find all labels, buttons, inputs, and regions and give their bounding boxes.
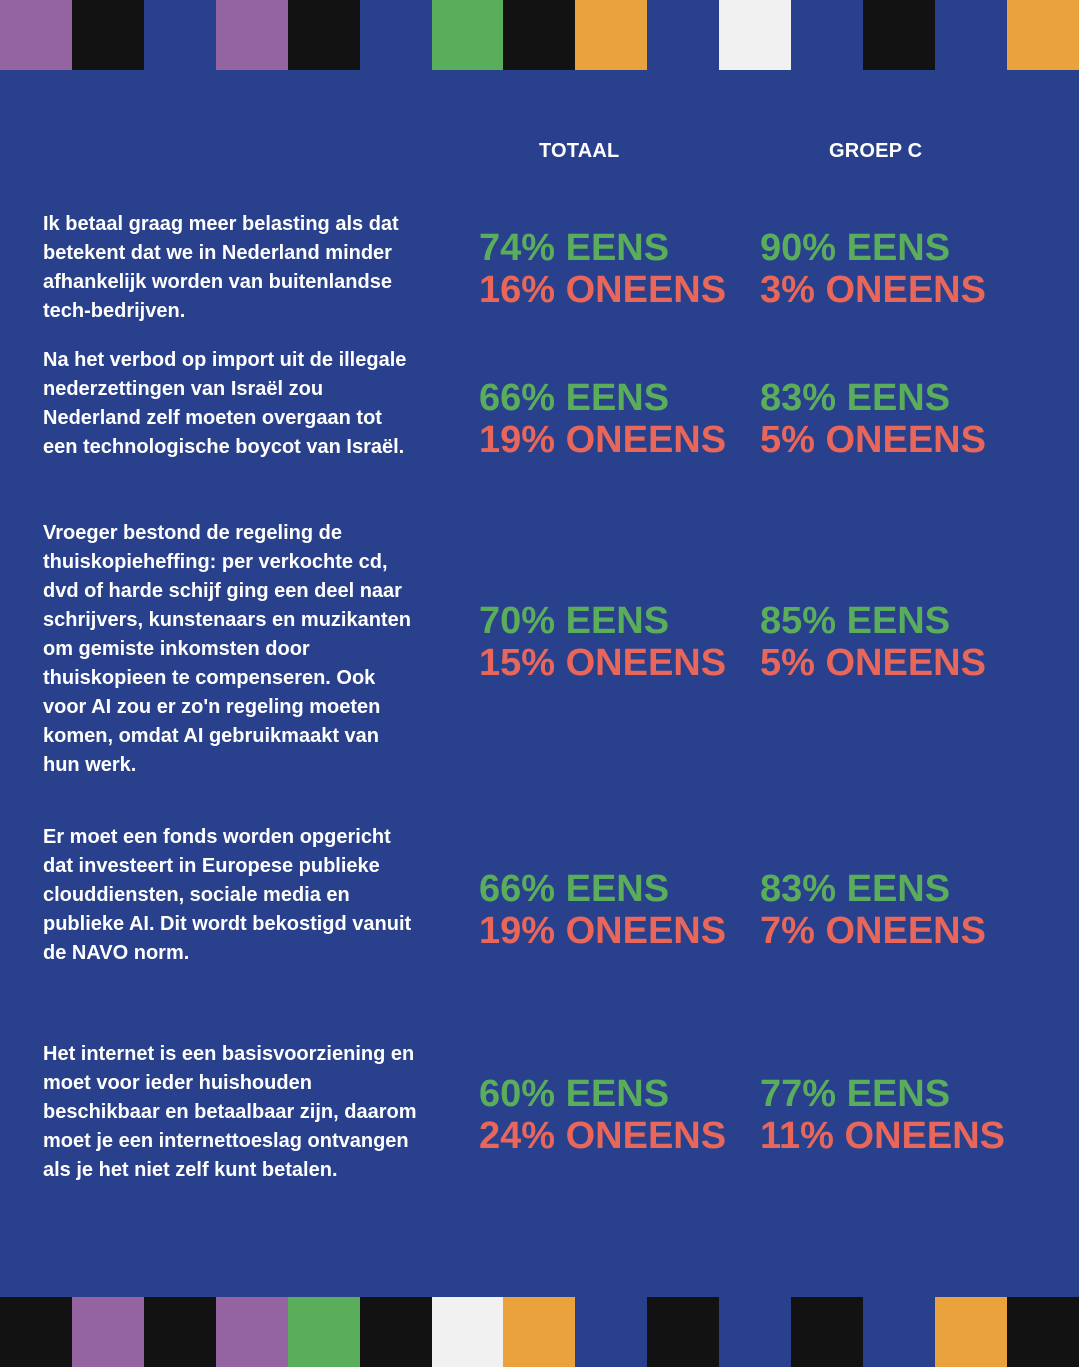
stripe-color-block	[719, 0, 791, 70]
stripe-color-block	[72, 1297, 144, 1367]
eens-percentage: 66% EENS	[479, 868, 670, 910]
result-totaal	[479, 227, 726, 311]
stripe-color-block	[503, 1297, 575, 1367]
stripe-color-block	[863, 1297, 935, 1367]
column-header-groep-c: GROEP C	[829, 140, 923, 162]
eens-percentage: 83% EENS	[760, 377, 951, 419]
oneens-percentage: 11% ONEENS	[760, 1115, 1005, 1157]
stripe-color-block	[360, 0, 432, 70]
top-color-stripe	[0, 0, 1079, 70]
bottom-color-stripe	[0, 1297, 1079, 1367]
result-groep-c	[760, 600, 986, 684]
stripe-color-block	[144, 1297, 216, 1367]
result-totaal	[479, 1073, 726, 1157]
eens-percentage: 60% EENS	[479, 1073, 670, 1115]
eens-percentage: 90% EENS	[760, 227, 951, 269]
stripe-color-block	[360, 1297, 432, 1367]
stripe-color-block	[503, 0, 575, 70]
result-totaal	[479, 868, 726, 952]
oneens-percentage: 5% ONEENS	[760, 419, 986, 461]
stripe-color-block	[144, 0, 216, 70]
stripe-color-block	[647, 1297, 719, 1367]
oneens-percentage: 5% ONEENS	[760, 642, 986, 684]
stripe-color-block	[1007, 1297, 1079, 1367]
stripe-color-block	[575, 0, 647, 70]
result-groep-c	[760, 227, 986, 311]
stripe-color-block	[647, 0, 719, 70]
oneens-percentage: 24% ONEENS	[479, 1115, 727, 1157]
result-totaal	[479, 377, 726, 461]
statement-text: Het internet is een basisvoorziening en moet voor ieder huishouden beschikbaar en betaalbaar zijn, daarom moet je een internettoeslag ontvangen als je het niet zelf kunt betalen.	[43, 1043, 417, 1181]
stripe-color-block	[935, 1297, 1007, 1367]
statement-text: Er moet een fonds worden opgericht dat investeert in Europese publieke clouddiensten, sociale media en publieke AI. Dit wordt bekostigd vanuit de NAVO norm.	[43, 826, 412, 964]
column-header-totaal: TOTAAL	[539, 140, 620, 162]
stripe-color-block	[432, 1297, 504, 1367]
stripe-color-block	[216, 1297, 288, 1367]
eens-percentage: 83% EENS	[760, 868, 951, 910]
stripe-color-block	[791, 0, 863, 70]
eens-percentage: 77% EENS	[760, 1073, 951, 1115]
oneens-percentage: 15% ONEENS	[479, 642, 727, 684]
stripe-color-block	[791, 1297, 863, 1367]
eens-percentage: 66% EENS	[479, 377, 670, 419]
stripe-color-block	[432, 0, 504, 70]
oneens-percentage: 16% ONEENS	[479, 269, 727, 311]
eens-percentage: 85% EENS	[760, 600, 951, 642]
oneens-percentage: 19% ONEENS	[479, 910, 727, 952]
statement-text: Ik betaal graag meer belasting als dat betekent dat we in Nederland minder afhankelijk worden van buitenlandse tech-bedrijven.	[43, 213, 399, 322]
result-groep-c	[760, 377, 986, 461]
result-groep-c	[760, 1073, 1005, 1157]
result-groep-c	[760, 868, 986, 952]
stripe-color-block	[288, 0, 360, 70]
oneens-percentage: 19% ONEENS	[479, 419, 727, 461]
statement-text: Vroeger bestond de regeling de thuiskopieheffing: per verkochte cd, dvd of harde schijf ging een deel naar schrijvers, kunstenaars en muzikanten om gemiste inkomsten door thuiskopieen te compenseren. Ook voor AI zou er zo'n regeling moeten komen, omdat AI gebruikmaakt van hun werk.	[43, 522, 411, 776]
result-totaal	[479, 600, 726, 684]
stripe-color-block	[288, 1297, 360, 1367]
stripe-color-block	[863, 0, 935, 70]
oneens-percentage: 7% ONEENS	[760, 910, 986, 952]
stripe-color-block	[1007, 0, 1079, 70]
stripe-color-block	[575, 1297, 647, 1367]
statement-text: Na het verbod op import uit de illegale nederzettingen van Israël zou Nederland zelf moeten overgaan tot een technologische boycot van Israël.	[43, 349, 407, 458]
stripe-color-block	[72, 0, 144, 70]
eens-percentage: 70% EENS	[479, 600, 670, 642]
stripe-color-block	[0, 1297, 72, 1367]
stripe-color-block	[935, 0, 1007, 70]
oneens-percentage: 3% ONEENS	[760, 269, 986, 311]
eens-percentage: 74% EENS	[479, 227, 670, 269]
stripe-color-block	[0, 0, 72, 70]
stripe-color-block	[216, 0, 288, 70]
stripe-color-block	[719, 1297, 791, 1367]
